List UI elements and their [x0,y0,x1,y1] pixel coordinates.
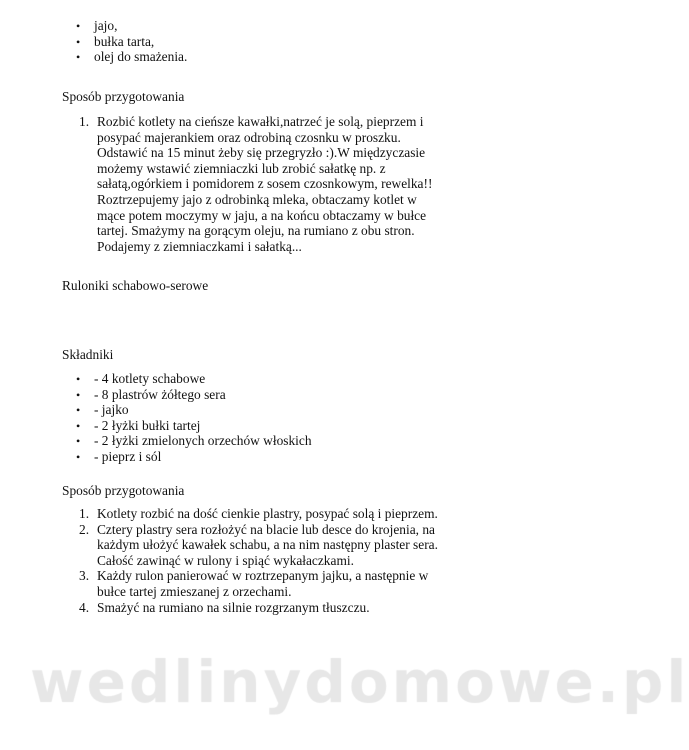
list-item: • - 2 łyżki zmielonych orzechów włoskich [76,433,312,448]
list-item [62,568,442,599]
list-item [62,522,442,569]
list-item: • - pieprz i sól [76,448,162,464]
bullet-icon: • [76,372,81,386]
method-heading-2: Sposób przygotowania [62,483,185,498]
recipe-title: Ruloniki schabowo-serowe [62,278,209,293]
step-number: 1. [79,506,90,521]
step-text: Każdy rulon panierować w roztrzepanym jajku, a następnie w bułce tartej zmieszanej z orzechami. [97,568,429,599]
step-text: Rozbić kotlety na cieńsze kawałki,natrzeć je solą, pieprzem i posypać majerankiem oraz odrobiną czosnku w proszku. Odstawić na 15 minut żeby się przegryzło :).W międzyczasie możemy wstawić ziemniaczki lub zrobić sałatkę np. z sałatą,ogórkiem i pomidorem z sosem czosnkowym, rewelka!! Roztrzepujemy jajo z odrobinką mleka, obtaczamy kotlet w mące potem moczymy w jaju, a na końcu obtaczamy w bułce tartej. Smażymy na gorącym oleju, na rumiano z obu stron. Podajemy z ziemniaczkami i sałatką... [97,114,433,254]
ingredients-heading: Składniki [62,347,114,362]
list-item: • - jajko [76,402,129,417]
list-item [62,114,442,254]
bullet-icon: • [76,34,81,49]
list-item: • - 4 kotlety schabowe [76,371,206,386]
ingredients-list-2 [62,371,312,464]
ingredients-list-1 [62,18,187,65]
steps-list-2 [62,506,442,615]
list-item [62,506,442,522]
bullet-icon: • [76,387,81,402]
bullet-icon: • [76,449,81,464]
step-number: 1. [79,114,90,129]
list-item: • - 2 łyżki bułki tartej [76,417,201,433]
bullet-icon: • [76,403,81,417]
list-item: • olej do smażenia. [76,49,188,64]
method-heading-1: Sposób przygotowania [62,89,185,104]
step-text: Cztery plastry sera rozłożyć na blacie lub desce do krojenia, na każdym ułożyć kawałek schabu, a na nim następny plaster sera. Całość zawinąć w rulony i spiąć wykałaczkami. [97,521,438,568]
step-text: Kotlety rozbić na dość cienkie plastry, posypać solą i pieprzem. [97,506,438,521]
list-item: • bułka tarta, [76,33,155,49]
list-item: • jajo, [76,18,118,33]
step-number: 2. [79,521,90,537]
bullet-icon: • [76,434,81,448]
step-number: 4. [79,599,90,615]
step-number: 3. [79,568,90,584]
list-item [62,600,442,616]
watermark: wedlinydomowe.pl [30,648,689,716]
step-text: Smażyć na rumiano na silnie rozgrzanym tłuszczu. [97,599,370,615]
list-item: • - 8 plastrów żółtego sera [76,386,226,402]
bullet-icon: • [76,19,81,33]
bullet-icon: • [76,50,81,64]
steps-list-1 [62,114,442,254]
bullet-icon: • [76,418,81,433]
